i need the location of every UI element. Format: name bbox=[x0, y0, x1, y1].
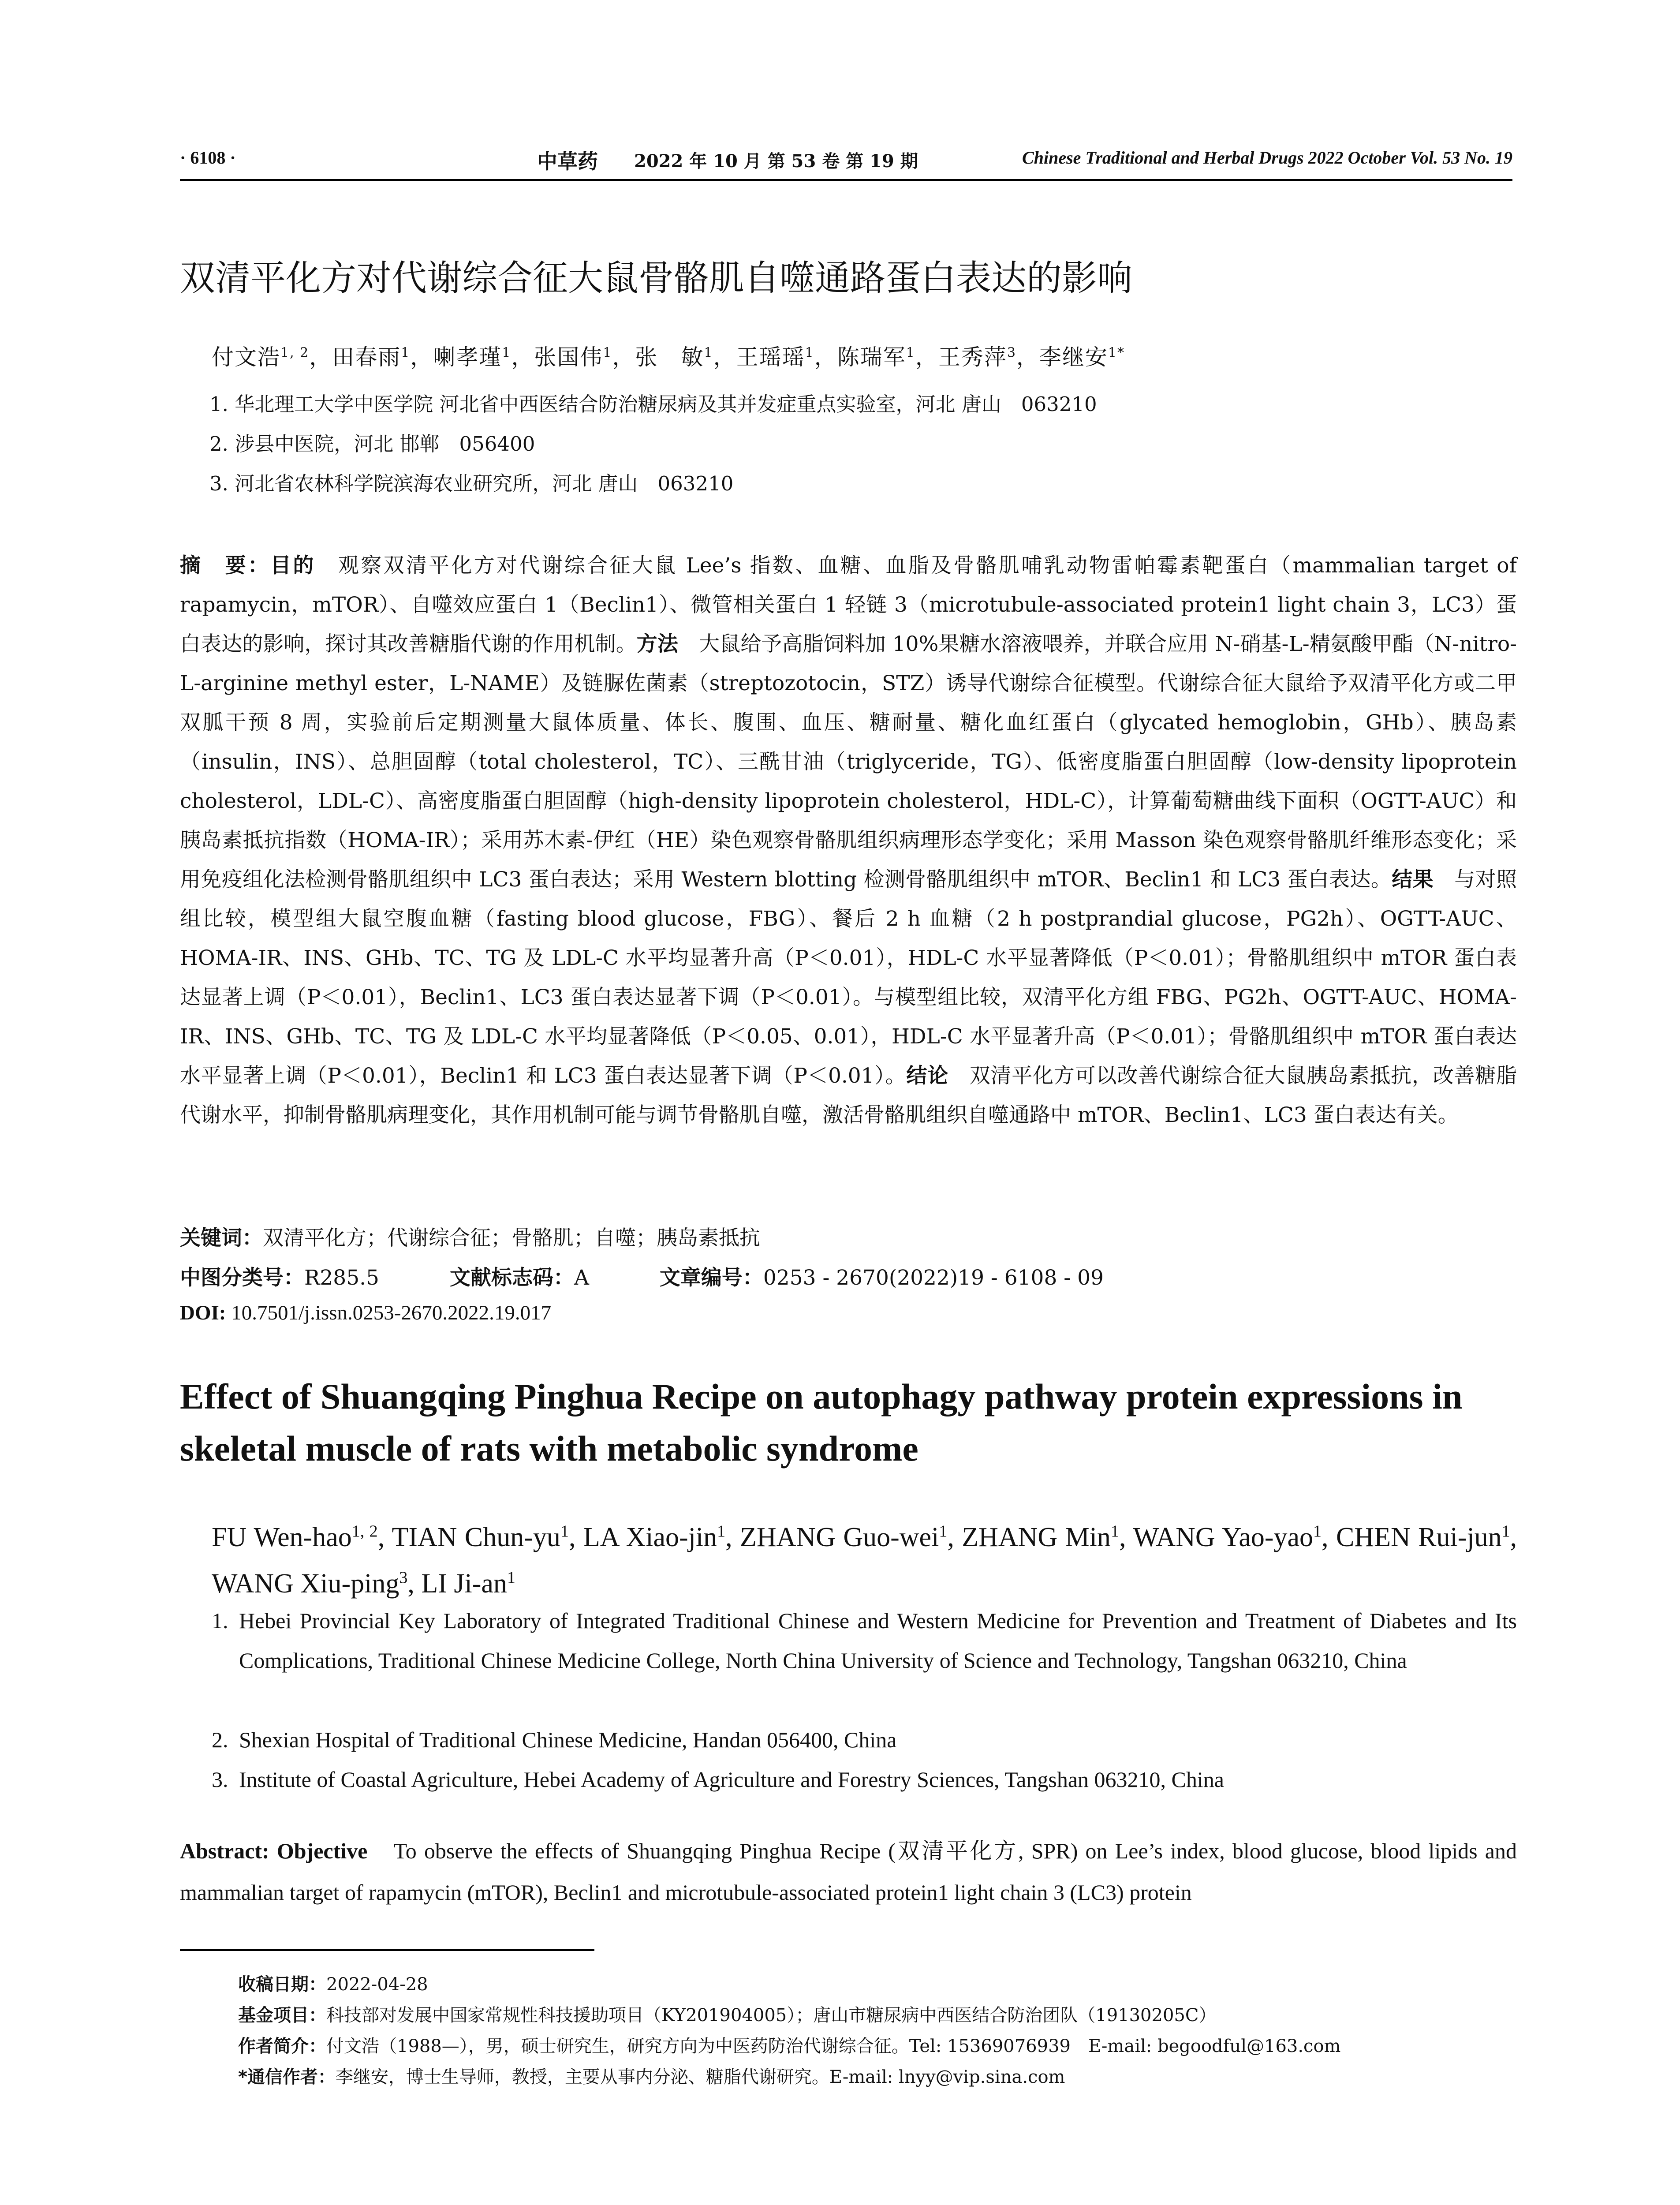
journal-name-cn: 中草药 bbox=[537, 149, 598, 173]
en-author-separator: , bbox=[568, 1522, 583, 1552]
en-author-separator: , bbox=[377, 1522, 392, 1552]
cn-author bbox=[212, 344, 332, 370]
affiliation-en-1-num: 1. bbox=[212, 1608, 228, 1633]
cn-author-name: 张 敏 bbox=[635, 344, 704, 370]
cn-author-name: 张国伟 bbox=[534, 344, 603, 370]
cn-author bbox=[635, 344, 736, 370]
methods-label: 方法 bbox=[636, 632, 678, 656]
keywords-value: 双清平化方；代谢综合征；骨骼肌；自噬；胰岛素抵抗 bbox=[263, 1226, 760, 1250]
authors-en bbox=[212, 1511, 1517, 1604]
affiliation-en-3-text: Institute of Coastal Agriculture, Hebei Academy of Agriculture and Forestry Sciences, Tangshan 063210, China bbox=[239, 1767, 1224, 1792]
doc-code-label: 文献标志码： bbox=[449, 1266, 574, 1290]
en-author bbox=[212, 1522, 392, 1552]
footnote-received-text: 2022-04-28 bbox=[326, 1974, 428, 1995]
footnote-funding-label: 基金项目： bbox=[238, 2005, 326, 2026]
en-author-affiliation-mark: 1 bbox=[1313, 1522, 1322, 1540]
cn-author bbox=[332, 344, 433, 370]
en-author-name: WANG Xiu-ping bbox=[212, 1569, 399, 1599]
en-author-name: FU Wen-hao bbox=[212, 1522, 352, 1552]
footnote-funding bbox=[238, 2001, 1216, 2026]
en-author-affiliation-mark: 1 bbox=[507, 1568, 515, 1587]
cn-author-name: 田春雨 bbox=[332, 344, 401, 370]
en-author-separator: , bbox=[1119, 1522, 1133, 1552]
clc-label: 中图分类号： bbox=[180, 1266, 304, 1290]
cn-author-separator: ， bbox=[713, 344, 736, 370]
cn-author-affiliation-mark: 1 bbox=[704, 345, 713, 361]
cn-author-affiliation-mark: 3 bbox=[1007, 345, 1016, 361]
abstract-en-text: To observe the effects of Shuangqing Pinghua Recipe (双清平化方, SPR) on Lee’s index, blood glucose, blood lipids and mammalian target of rapamycin (mTOR), Beclin1 and microtubule-associated protein1 light chain 3 (LC3) protein bbox=[180, 1839, 1517, 1905]
en-author-separator: , bbox=[725, 1522, 740, 1552]
cn-author-affiliation-mark: 1 bbox=[401, 345, 411, 361]
conclusion-label: 结论 bbox=[906, 1064, 948, 1088]
en-author-separator: , bbox=[1322, 1522, 1336, 1552]
en-author-affiliation-mark: 1 bbox=[560, 1522, 569, 1540]
footnote-author-bio-label: 作者简介： bbox=[238, 2036, 326, 2056]
footnote-author-bio bbox=[238, 2032, 1340, 2057]
en-author-name: LI Ji-an bbox=[421, 1569, 507, 1599]
conclusion-text: 双清平化方可以改善代谢综合征大鼠胰岛素抵抗，改善糖脂代谢水平，抑制骨骼肌病理变化，其作用机制可能与调节骨骼肌自噬，激活骨骼肌组织自噬通路中 mTOR、Beclin1、LC3 蛋白表达有关。 bbox=[180, 1064, 1517, 1127]
cn-author bbox=[837, 344, 938, 370]
abstract-cn-label: 摘 要： bbox=[180, 553, 271, 578]
en-author bbox=[583, 1522, 740, 1552]
cn-author bbox=[433, 344, 534, 370]
cn-author bbox=[1039, 344, 1125, 370]
cn-author bbox=[534, 344, 635, 370]
cn-author-separator: ， bbox=[410, 344, 433, 370]
footnote-corresponding-label: *通信作者： bbox=[238, 2067, 336, 2087]
en-author-name: LA Xiao-jin bbox=[583, 1522, 717, 1552]
affiliation-en-1-text: Hebei Provincial Key Laboratory of Integrated Traditional Chinese and Western Medicine for Prevention and Treatment of Diabetes and Its Complications, Traditional Chinese Medicine College, North China University of Science and Technology, Tangshan 063210, China bbox=[239, 1608, 1517, 1673]
cn-author-separator: ， bbox=[814, 344, 837, 370]
article-no-label: 文章编号： bbox=[659, 1266, 763, 1290]
en-author-affiliation-mark: 1 bbox=[1501, 1522, 1510, 1540]
cn-author bbox=[736, 344, 837, 370]
clc-value: R285.5 bbox=[304, 1266, 379, 1290]
en-author-name: ZHANG Guo-wei bbox=[740, 1522, 939, 1552]
en-author-affiliation-mark: 1 bbox=[1110, 1522, 1119, 1540]
footnote-received-label: 收稿日期： bbox=[238, 1974, 326, 1995]
affiliation-en-1 bbox=[212, 1601, 1517, 1680]
en-author-separator: , bbox=[407, 1569, 422, 1599]
affiliation-en-3-num: 3. bbox=[212, 1767, 228, 1792]
en-author-name: WANG Yao-yao bbox=[1133, 1522, 1314, 1552]
cn-author-separator: ， bbox=[511, 344, 534, 370]
en-author bbox=[212, 1569, 421, 1599]
cn-author-separator: ， bbox=[309, 344, 332, 370]
running-header bbox=[180, 144, 1512, 181]
cn-author-separator: ， bbox=[612, 344, 635, 370]
cn-author-affiliation-mark: 1 bbox=[805, 345, 814, 361]
en-author-name: CHEN Rui-jun bbox=[1336, 1522, 1502, 1552]
issue-info-en: Chinese Traditional and Herbal Drugs 2022 October Vol. 53 No. 19 bbox=[1022, 148, 1512, 168]
en-author bbox=[421, 1569, 515, 1599]
cn-author-name: 陈瑞军 bbox=[837, 344, 906, 370]
en-author-name: ZHANG Min bbox=[962, 1522, 1111, 1552]
keywords bbox=[180, 1222, 760, 1251]
cn-author-name: 李继安 bbox=[1039, 344, 1108, 370]
en-author-separator: , bbox=[947, 1522, 962, 1552]
classification-line bbox=[180, 1261, 1104, 1291]
keywords-label: 关键词： bbox=[180, 1226, 263, 1250]
en-author-affiliation-mark: 1 bbox=[717, 1522, 726, 1540]
en-author bbox=[1336, 1522, 1517, 1552]
title-cn: 双清平化方对代谢综合征大鼠骨骼肌自噬通路蛋白表达的影响 bbox=[180, 258, 1132, 299]
results-text: 与对照组比较，模型组大鼠空腹血糖（fasting blood glucose，FBG）、餐后 2 h 血糖（2 h postprandial glucose，PG2h）、OGTT-AUC、HOMA-IR、INS、GHb、TC、TG 及 LDL-C 水平均显著升高（P＜0.01），HDL-C 水平显著降低（P＜0.01）；骨骼肌组织中 mTOR 蛋白表达显著上调（P＜0.01），Beclin1、LC3 蛋白表达显著下调（P＜0.01）。与模型组比较，双清平化方组 FBG、PG2h、OGTT-AUC、HOMA-IR、INS、GHb、TC、TG 及 LDL-C 水平均显著降低（P＜0.05、0.01），HDL-C 水平显著升高（P＜0.01）；骨骼肌组织中 mTOR 蛋白表达水平显著上调（P＜0.01），Beclin1 和 LC3 蛋白表达显著下调（P＜0.01）。 bbox=[180, 867, 1517, 1088]
en-author-affiliation-mark: 1, 2 bbox=[351, 1522, 378, 1540]
footnote-divider bbox=[180, 1949, 594, 1951]
footnote-author-bio-text: 付文浩（1988—），男，硕士研究生，研究方向为中医药防治代谢综合征。Tel: 15369076939 E-mail: begoodful@163.com bbox=[326, 2036, 1341, 2056]
authors-cn bbox=[212, 340, 1125, 371]
footnote-corresponding bbox=[238, 2063, 1065, 2088]
en-author bbox=[1133, 1522, 1336, 1552]
doi-line bbox=[180, 1301, 551, 1325]
abstract-en-label: Abstract: Objective bbox=[180, 1839, 368, 1863]
footnote-corresponding-text: 李继安，博士生导师，教授，主要从事内分泌、糖脂代谢研究。E-mail: lnyy@vip.sina.com bbox=[335, 2067, 1065, 2087]
doi-value[interactable]: 10.7501/j.issn.0253-2670.2022.19.017 bbox=[226, 1301, 552, 1324]
abstract-cn bbox=[180, 546, 1517, 1135]
affiliation-cn-3: 3. 河北省农林科学院滨海农业研究所，河北 唐山 063210 bbox=[209, 472, 734, 495]
cn-author-affiliation-mark: 1 bbox=[502, 345, 511, 361]
cn-author-separator: ， bbox=[1016, 344, 1039, 370]
objective-text: 观察双清平化方对代谢综合征大鼠 Lee’s 指数、血糖、血脂及骨骼肌哺乳动物雷帕霉素靶蛋白（mammalian target of rapamycin，mTOR）、自噬效应蛋白 1（Beclin1）、微管相关蛋白 1 轻链 3（microtubule-associated protein1 light chain 3，LC3）蛋白表达的影响，探讨其改善糖脂代谢的作用机制。 bbox=[180, 553, 1517, 656]
article-no-value: 0253 - 2670(2022)19 - 6108 - 09 bbox=[763, 1266, 1104, 1290]
cn-author-name: 王瑶瑶 bbox=[736, 344, 805, 370]
cn-author-name: 王秀萍 bbox=[938, 344, 1007, 370]
affiliation-en-2-num: 2. bbox=[212, 1727, 228, 1752]
cn-author-affiliation-mark: 1 bbox=[603, 345, 612, 361]
doi-label: DOI: bbox=[180, 1301, 226, 1324]
affiliation-cn-1: 1. 华北理工大学中医学院 河北省中西医结合防治糖尿病及其并发症重点实验室，河北 唐山 063210 bbox=[209, 392, 1097, 416]
doc-code-value: A bbox=[574, 1266, 589, 1290]
affiliation-en-2 bbox=[212, 1720, 1517, 1760]
en-author bbox=[962, 1522, 1133, 1552]
affiliation-cn-2: 2. 涉县中医院，河北 邯郸 056400 bbox=[209, 432, 535, 456]
affiliation-en-3 bbox=[212, 1760, 1517, 1799]
cn-author-affiliation-mark: 1 bbox=[906, 345, 915, 361]
en-author bbox=[740, 1522, 962, 1552]
methods-text: 大鼠给予高脂饲料加 10%果糖水溶液喂养，并联合应用 N-硝基-L-精氨酸甲酯（N-nitro-L-arginine methyl ester，L-NAME）及链脲佐菌素（streptozotocin，STZ）诱导代谢综合征模型。代谢综合征大鼠给予双清平化方或二甲双胍干预 8 周，实验前后定期测量大鼠体质量、体长、腹围、血压、糖耐量、糖化血红蛋白（glycated hemoglobin，GHb）、胰岛素（insulin，INS）、总胆固醇（total cholesterol，TC）、三酰甘油（triglyceride，TG）、低密度脂蛋白胆固醇（low-density lipoprotein cholesterol，LDL-C）、高密度脂蛋白胆固醇（high-density lipoprotein cholesterol，HDL-C），计算葡萄糖曲线下面积（OGTT-AUC）和胰岛素抵抗指数（HOMA-IR）；采用苏木素-伊红（HE）染色观察骨骼肌组织病理形态学变化；采用 Masson 染色观察骨骼肌纤维形态变化；采用免疫组化法检测骨骼肌组织中 LC3 蛋白表达；采用 Western blotting 检测骨骼肌组织中 mTOR、Beclin1 和 LC3 蛋白表达。 bbox=[180, 632, 1517, 892]
en-author-affiliation-mark: 3 bbox=[399, 1568, 408, 1587]
results-label: 结果 bbox=[1392, 867, 1434, 892]
issue-info-cn: 2022 年 10 月 第 53 卷 第 19 期 bbox=[634, 151, 918, 172]
abstract-en bbox=[180, 1830, 1517, 1913]
en-author-name: TIAN Chun-yu bbox=[392, 1522, 560, 1552]
objective-label: 目的 bbox=[270, 553, 316, 578]
cn-author-affiliation-mark: 1* bbox=[1108, 345, 1125, 361]
footnote-funding-text: 科技部对发展中国家常规性科技援助项目（KY201904005）；唐山市糖尿病中西医结合防治团队（19130205C） bbox=[326, 2005, 1217, 2026]
en-author-separator: , bbox=[1510, 1522, 1517, 1552]
cn-author-name: 付文浩 bbox=[212, 344, 280, 370]
title-en: Effect of Shuangqing Pinghua Recipe on autophagy pathway protein expressions in skeletal muscle of rats with metabolic syndrome bbox=[180, 1376, 1463, 1469]
footnote-received bbox=[238, 1970, 428, 1996]
page-number: · 6108 · bbox=[180, 148, 236, 168]
cn-author-affiliation-mark: 1, 2 bbox=[280, 345, 310, 361]
affiliation-en-2-text: Shexian Hospital of Traditional Chinese Medicine, Handan 056400, China bbox=[239, 1727, 897, 1752]
cn-author-separator: ， bbox=[915, 344, 938, 370]
en-author-affiliation-mark: 1 bbox=[939, 1522, 948, 1540]
en-author bbox=[392, 1522, 583, 1552]
cn-author-name: 喇孝瑾 bbox=[433, 344, 502, 370]
cn-author bbox=[938, 344, 1039, 370]
